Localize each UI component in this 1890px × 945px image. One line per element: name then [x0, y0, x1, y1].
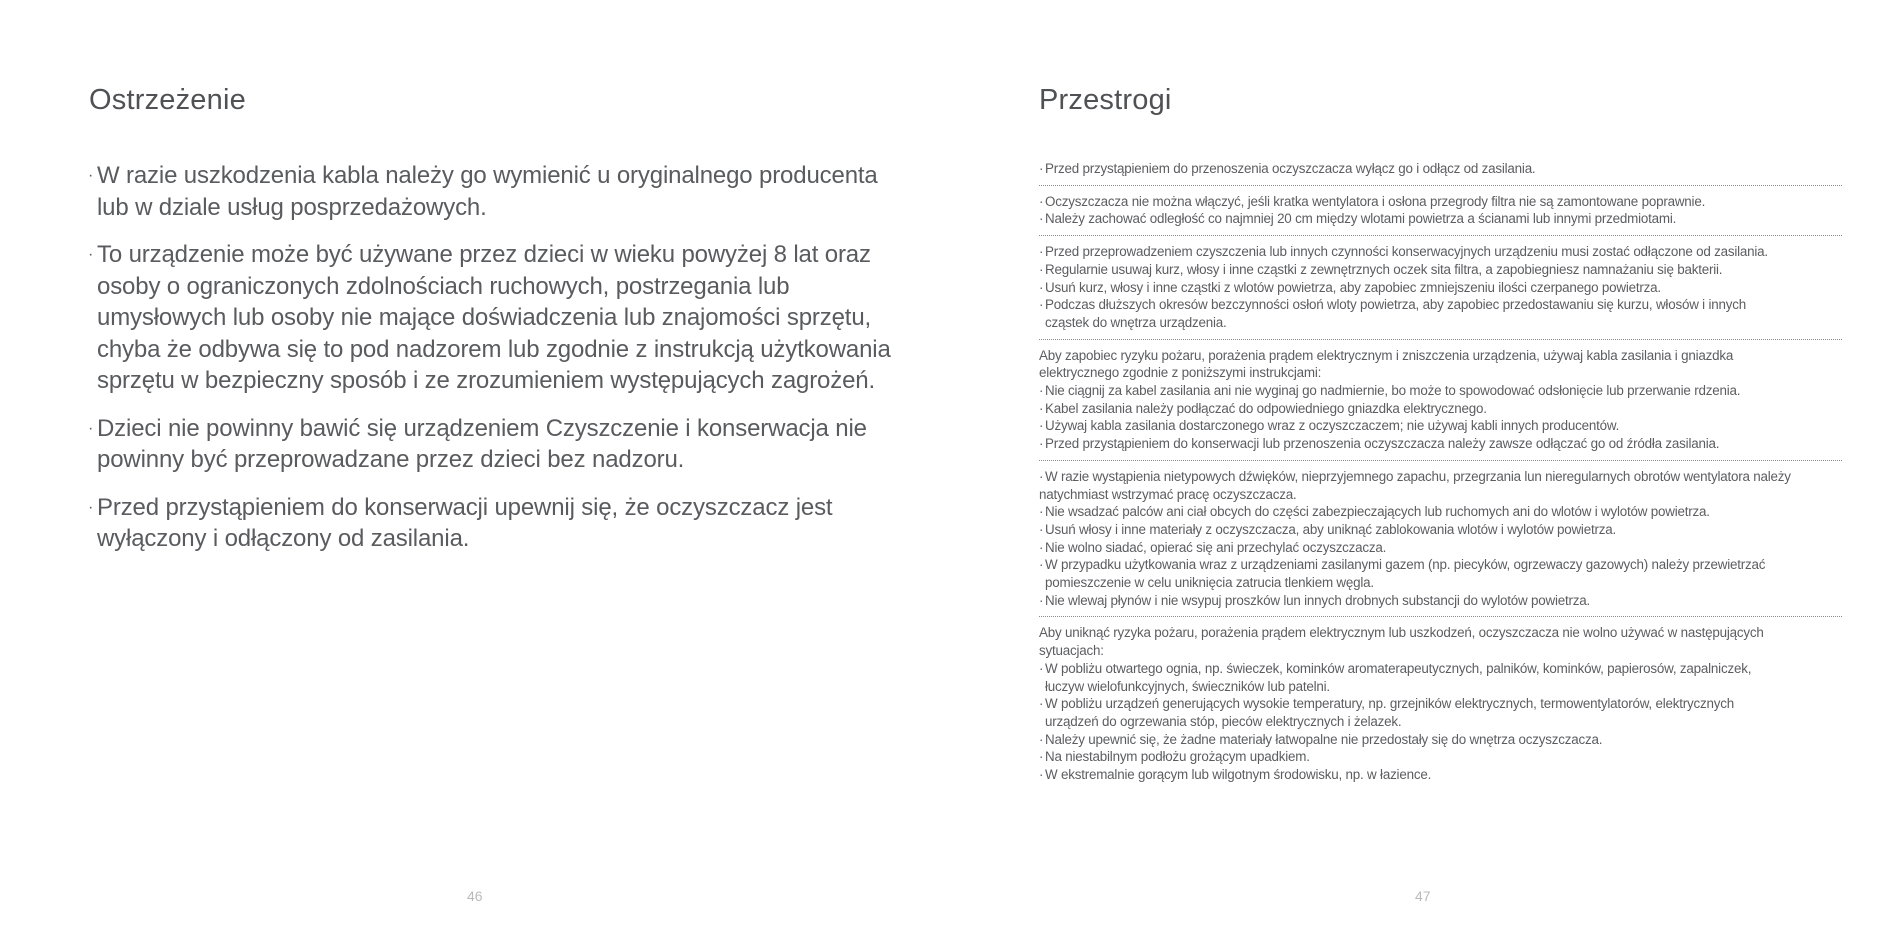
warning-item: · To urządzenie może być używane przez dzieci w wieku powyżej 8 lat oraz osoby o ograniczonych zdolnościach ruchowych, postrzegania lub umysłowych lub osoby nie mające doświadczenia lub znajomości sprzętu, chyba że odbywa się to pod nadzorem lub zgodnie z instrukcją użytkowania sprzętu w bezpieczny sposób i ze zrozumieniem występujących zagrożeń. — [88, 241, 891, 394]
bullet-dot-icon: · — [88, 419, 94, 437]
precaution-item: · Nie ciągnij za kabel zasilania ani nie wyginaj go nadmiernie, bo może to spowodować odsłonięcie lub przerwanie rdzenia. — [1039, 382, 1842, 400]
bullet-dot-icon: · — [88, 246, 94, 263]
precaution-section — [1039, 347, 1842, 461]
precaution-text: sytuacjach: — [1039, 643, 1104, 659]
precaution-item: · W ekstremalnie gorącym lub wilgotnym środowisku, np. w łazience. — [1039, 766, 1842, 784]
precaution-text: natychmiast wstrzymać pracę oczyszczacza. — [1039, 486, 1297, 502]
precaution-text: elektrycznego zgodnie z poniższymi instrukcjami: — [1039, 365, 1322, 381]
bullet-dot-icon: · — [88, 167, 94, 184]
page-number: 46 — [467, 888, 483, 904]
precaution-item: · Nie wolno siadać, opierać się ani przechylać oczyszczacza. — [1039, 539, 1842, 557]
precaution-item: · W przypadku użytkowania wraz z urządzeniami zasilanymi gazem (np. piecyków, ogrzewaczy gazowych) należy przewietrzać — [1039, 556, 1842, 574]
precaution-text: cząstek do wnętrza urządzenia. — [1045, 314, 1227, 330]
precaution-item: · Używaj kabla zasilania dostarczonego wraz z oczyszczaczem; nie używaj kabli innych producentów. — [1039, 417, 1842, 435]
precaution-item: · Kabel zasilania należy podłączać do odpowiedniego gniazdka elektrycznego. — [1039, 400, 1842, 418]
precaution-text: pomieszczenie w celu uniknięcia zatrucia tlenkiem węgla. — [1045, 575, 1374, 591]
left-page-title: Ostrzeżenie — [89, 84, 246, 116]
precaution-item: · Należy zachować odległość co najmniej 20 cm między wlotami powietrza a ścianami lub innymi przedmiotami. — [1039, 210, 1842, 228]
precaution-section — [1039, 243, 1842, 340]
warning-item: · Dzieci nie powinny bawić się urządzeniem Czyszczenie i konserwacja nie powinny być przeprowadzane przez dzieci bez nadzoru. — [88, 414, 867, 473]
precaution-text: łuczyw wielofunkcyjnych, świeczników lub patelni. — [1045, 678, 1330, 694]
precaution-section — [1039, 468, 1842, 618]
precaution-item: · Nie wlewaj płynów i nie wsypuj proszków lun innych drobnych substancji do wylotów powietrza. — [1039, 592, 1842, 610]
precaution-item: · W razie wystąpienia nietypowych dźwięków, nieprzyjemnego zapachu, przegrzania lun nieregularnych obrotów wentylatora należy — [1039, 468, 1842, 486]
warning-item: · W razie uszkodzenia kabla należy go wymienić u oryginalnego producenta lub w dziale usług posprzedażowych. — [88, 162, 878, 221]
precaution-item: · Podczas dłuższych okresów bezczynności osłoń wloty powietrza, aby zapobiec przedostawaniu się kurzu, włosów i innych — [1039, 296, 1842, 314]
precaution-item: · Przed przystąpieniem do konserwacji lub przenoszenia oczyszczacza należy zawsze odłączać go od źródła zasilania. — [1039, 435, 1842, 453]
right-page — [945, 0, 1890, 945]
precautions-list — [1039, 160, 1842, 798]
warning-item: · Przed przystąpieniem do konserwacji upewnij się, że oczyszczacz jest wyłączony i odłączony od zasilania. — [88, 493, 833, 552]
precaution-text: urządzeń do ogrzewania stóp, pieców elektrycznych i żelazek. — [1045, 713, 1402, 729]
precaution-text: Aby uniknąć ryzyka pożaru, porażenia prądem elektrycznym lub uszkodzeń, oczyszczacza nie wolno używać w następujących — [1039, 625, 1764, 641]
precaution-item: · W pobliżu urządzeń generujących wysokie temperatury, np. grzejników elektrycznych, termowentylatorów, elektrycznych — [1039, 695, 1842, 713]
precaution-text: Aby zapobiec ryzyku pożaru, porażenia prądem elektrycznym i zniszczenia urządzenia, używaj kabla zasilania i gniazdka — [1039, 347, 1734, 363]
precaution-item: · Przed przeprowadzeniem czyszczenia lub innych czynności konserwacyjnych urządzeniu musi zostać odłączone od zasilania. — [1039, 243, 1842, 261]
precaution-item: · Na niestabilnym podłożu grożącym upadkiem. — [1039, 748, 1842, 766]
precaution-section — [1039, 160, 1842, 186]
bullet-dot-icon: · — [88, 498, 94, 516]
precaution-item: · Oczyszczacza nie można włączyć, jeśli kratka wentylatora i osłona przegrody filtra nie są zamontowane poprawnie. — [1039, 193, 1842, 211]
precaution-item: · Usuń włosy i inne materiały z oczyszczacza, aby uniknąć zablokowania wlotów i wylotów powietrza. — [1039, 521, 1842, 539]
warning-list — [88, 160, 908, 571]
precaution-item: · W pobliżu otwartego ognia, np. świeczek, kominków aromaterapeutycznych, palników, kominków, papierosów, zapalniczek, — [1039, 660, 1842, 678]
right-page-title: Przestrogi — [1039, 84, 1172, 116]
precaution-item: · Przed przystąpieniem do przenoszenia oczyszczacza wyłącz go i odłącz od zasilania. — [1039, 160, 1842, 178]
precaution-item: · Należy upewnić się, że żadne materiały łatwopalne nie przedostały się do wnętrza oczyszczacza. — [1039, 731, 1842, 749]
page-number: 47 — [1415, 888, 1431, 904]
precaution-item: · Nie wsadzać palców ani ciał obcych do części zabezpieczających lub ruchomych ani do wlotów i wylotów powietrza. — [1039, 503, 1842, 521]
precaution-section — [1039, 624, 1842, 790]
precaution-item: · Usuń kurz, włosy i inne cząstki z wlotów powietrza, aby zapobiec zmniejszeniu ilości czerpanego powietrza. — [1039, 279, 1842, 297]
precaution-section — [1039, 193, 1842, 236]
precaution-item: · Regularnie usuwaj kurz, włosy i inne cząstki z zewnętrznych oczek sita filtra, a zapobiegniesz namnażaniu się bakterii. — [1039, 261, 1842, 279]
